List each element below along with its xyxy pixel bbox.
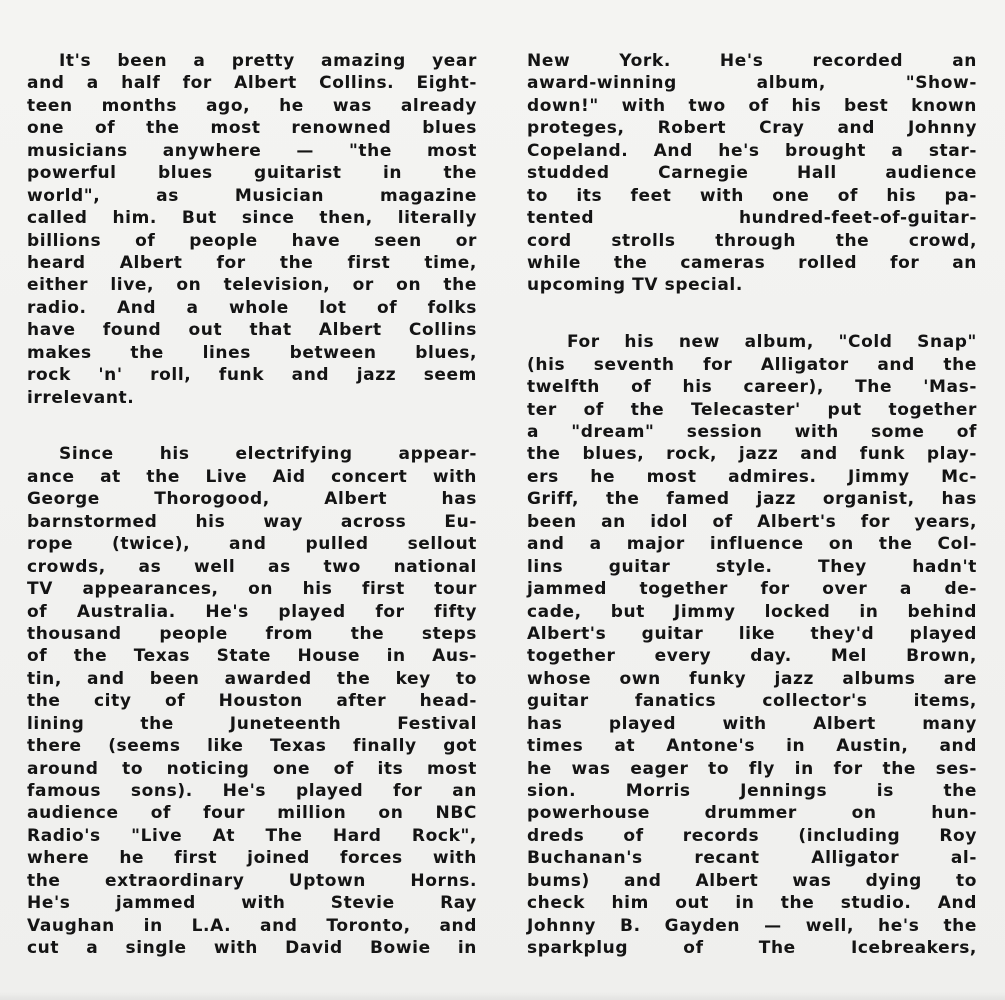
left-column bbox=[27, 50, 477, 960]
text-line: upcoming TV special. bbox=[527, 275, 743, 296]
text-line: (his seventh for Alligator and the bbox=[527, 354, 977, 375]
text-line: there (seems like Texas finally got bbox=[27, 736, 477, 757]
text-line: award-winning album, "Show- bbox=[527, 73, 977, 94]
text-line: world", as Musician magazine bbox=[27, 185, 477, 206]
text-line: For his new album, "Cold Snap" bbox=[567, 332, 977, 353]
text-line: famous sons). He's played for an bbox=[27, 781, 477, 801]
text-line: rock 'n' roll, funk and jazz seem bbox=[27, 365, 477, 386]
left-paragraph-1 bbox=[27, 50, 477, 409]
text-line: the city of Houston after head- bbox=[27, 691, 477, 712]
text-line: tented hundred-feet-of-guitar- bbox=[527, 208, 977, 229]
text-line: lining the Juneteenth Festival bbox=[27, 713, 477, 734]
text-line: powerhouse drummer on hun- bbox=[527, 803, 977, 824]
text-line: Buchanan's recant Alligator al- bbox=[527, 848, 977, 869]
text-line: Radio's "Live At The Hard Rock", bbox=[27, 825, 477, 846]
text-line: proteges, Robert Cray and Johnny bbox=[527, 118, 977, 139]
text-line: TV appearances, on his first tour bbox=[27, 579, 477, 600]
right-column bbox=[527, 50, 977, 960]
text-line: have found out that Albert Collins bbox=[27, 320, 477, 341]
text-line: tin, and been awarded the key to bbox=[27, 668, 477, 689]
text-line: ance at the Live Aid concert with bbox=[27, 466, 477, 487]
text-line: has played with Albert many bbox=[527, 713, 977, 734]
text-line: guitar fanatics collector's items, bbox=[527, 691, 977, 712]
text-line: rope (twice), and pulled sellout bbox=[27, 534, 477, 555]
text-line: around to noticing one of its most bbox=[27, 758, 477, 779]
text-line: irrelevant. bbox=[27, 387, 135, 408]
text-line: he was eager to fly in for the ses- bbox=[527, 758, 977, 779]
text-line: dreds of records (including Roy bbox=[527, 825, 977, 846]
text-line: been an idol of Albert's for years, bbox=[527, 511, 977, 532]
text-line: He's jammed with Stevie Ray bbox=[27, 893, 477, 914]
text-line: twelfth of his career), The 'Mas- bbox=[527, 377, 977, 398]
text-line: Albert's guitar like they'd played bbox=[527, 623, 977, 644]
text-line: makes the lines between blues, bbox=[27, 342, 477, 363]
text-line: together every day. Mel Brown, bbox=[527, 646, 977, 667]
text-line: lins guitar style. They hadn't bbox=[527, 556, 977, 577]
text-line: Since his electrifying appear- bbox=[59, 444, 477, 465]
text-line: of the Texas State House in Aus- bbox=[27, 646, 477, 667]
text-line: Johnny B. Gayden — well, he's the bbox=[527, 915, 977, 936]
text-line: cord strolls through the crowd, bbox=[527, 230, 977, 251]
text-line: while the cameras rolled for an bbox=[527, 252, 977, 273]
paragraph-gap bbox=[27, 409, 477, 431]
text-line: called him. But since then, literally bbox=[27, 208, 477, 229]
text-line: sion. Morris Jennings is the bbox=[527, 781, 977, 801]
left-paragraph-2 bbox=[27, 443, 477, 959]
text-line: one of the most renowned blues bbox=[27, 118, 477, 139]
text-line: check him out in the studio. And bbox=[527, 893, 977, 914]
text-line: audience of four million on NBC bbox=[27, 803, 477, 824]
text-line: and a half for Albert Collins. Eight- bbox=[27, 73, 477, 94]
text-line: teen months ago, he was already bbox=[27, 95, 477, 116]
text-line: radio. And a whole lot of folks bbox=[27, 297, 477, 318]
text-line: the blues, rock, jazz and funk play- bbox=[527, 444, 977, 465]
text-line: barnstormed his way across Eu- bbox=[27, 511, 477, 532]
text-line: and a major influence on the Col- bbox=[527, 534, 977, 555]
text-line: crowds, as well as two national bbox=[27, 556, 477, 577]
text-line: where he first joined forces with bbox=[27, 848, 477, 869]
text-line: thousand people from the steps bbox=[27, 623, 477, 644]
text-line: Griff, the famed jazz organist, has bbox=[527, 489, 977, 510]
text-line: the extraordinary Uptown Horns. bbox=[27, 870, 477, 891]
paragraph-gap bbox=[527, 297, 977, 319]
text-line: George Thorogood, Albert has bbox=[27, 489, 477, 510]
right-paragraph-2 bbox=[527, 331, 977, 959]
text-line: heard Albert for the first time, bbox=[27, 252, 477, 273]
text-line: to its feet with one of his pa- bbox=[527, 185, 977, 206]
text-line: a "dream" session with some of bbox=[527, 422, 977, 442]
text-line: of Australia. He's played for fifty bbox=[27, 601, 477, 622]
text-line: musicians anywhere — "the most bbox=[27, 140, 477, 161]
text-line: whose own funky jazz albums are bbox=[527, 668, 977, 689]
text-line: times at Antone's in Austin, and bbox=[527, 736, 977, 757]
text-line: either live, on television, or on the bbox=[27, 275, 477, 296]
text-line: ter of the Telecaster' put together bbox=[527, 399, 977, 420]
text-line: Vaughan in L.A. and Toronto, and bbox=[27, 915, 477, 936]
text-line: jammed together for over a de- bbox=[527, 579, 977, 600]
text-line: powerful blues guitarist in the bbox=[27, 163, 477, 184]
text-line: New York. He's recorded an bbox=[527, 51, 977, 71]
text-line: billions of people have seen or bbox=[27, 230, 477, 251]
text-line: studded Carnegie Hall audience bbox=[527, 163, 977, 184]
text-line: cut a single with David Bowie in bbox=[27, 938, 477, 959]
text-line: bums) and Albert was dying to bbox=[527, 870, 977, 891]
text-line: ers he most admires. Jimmy Mc- bbox=[527, 466, 977, 487]
text-line: sparkplug of The Icebreakers, bbox=[527, 938, 977, 959]
text-line: It's been a pretty amazing year bbox=[59, 51, 477, 71]
text-line: Copeland. And he's brought a star- bbox=[527, 140, 977, 161]
text-line: cade, but Jimmy locked in behind bbox=[527, 601, 977, 622]
text-line: down!" with two of his best known bbox=[527, 95, 977, 116]
page-bottom-edge bbox=[0, 992, 1005, 1000]
right-paragraph-1 bbox=[527, 50, 977, 297]
